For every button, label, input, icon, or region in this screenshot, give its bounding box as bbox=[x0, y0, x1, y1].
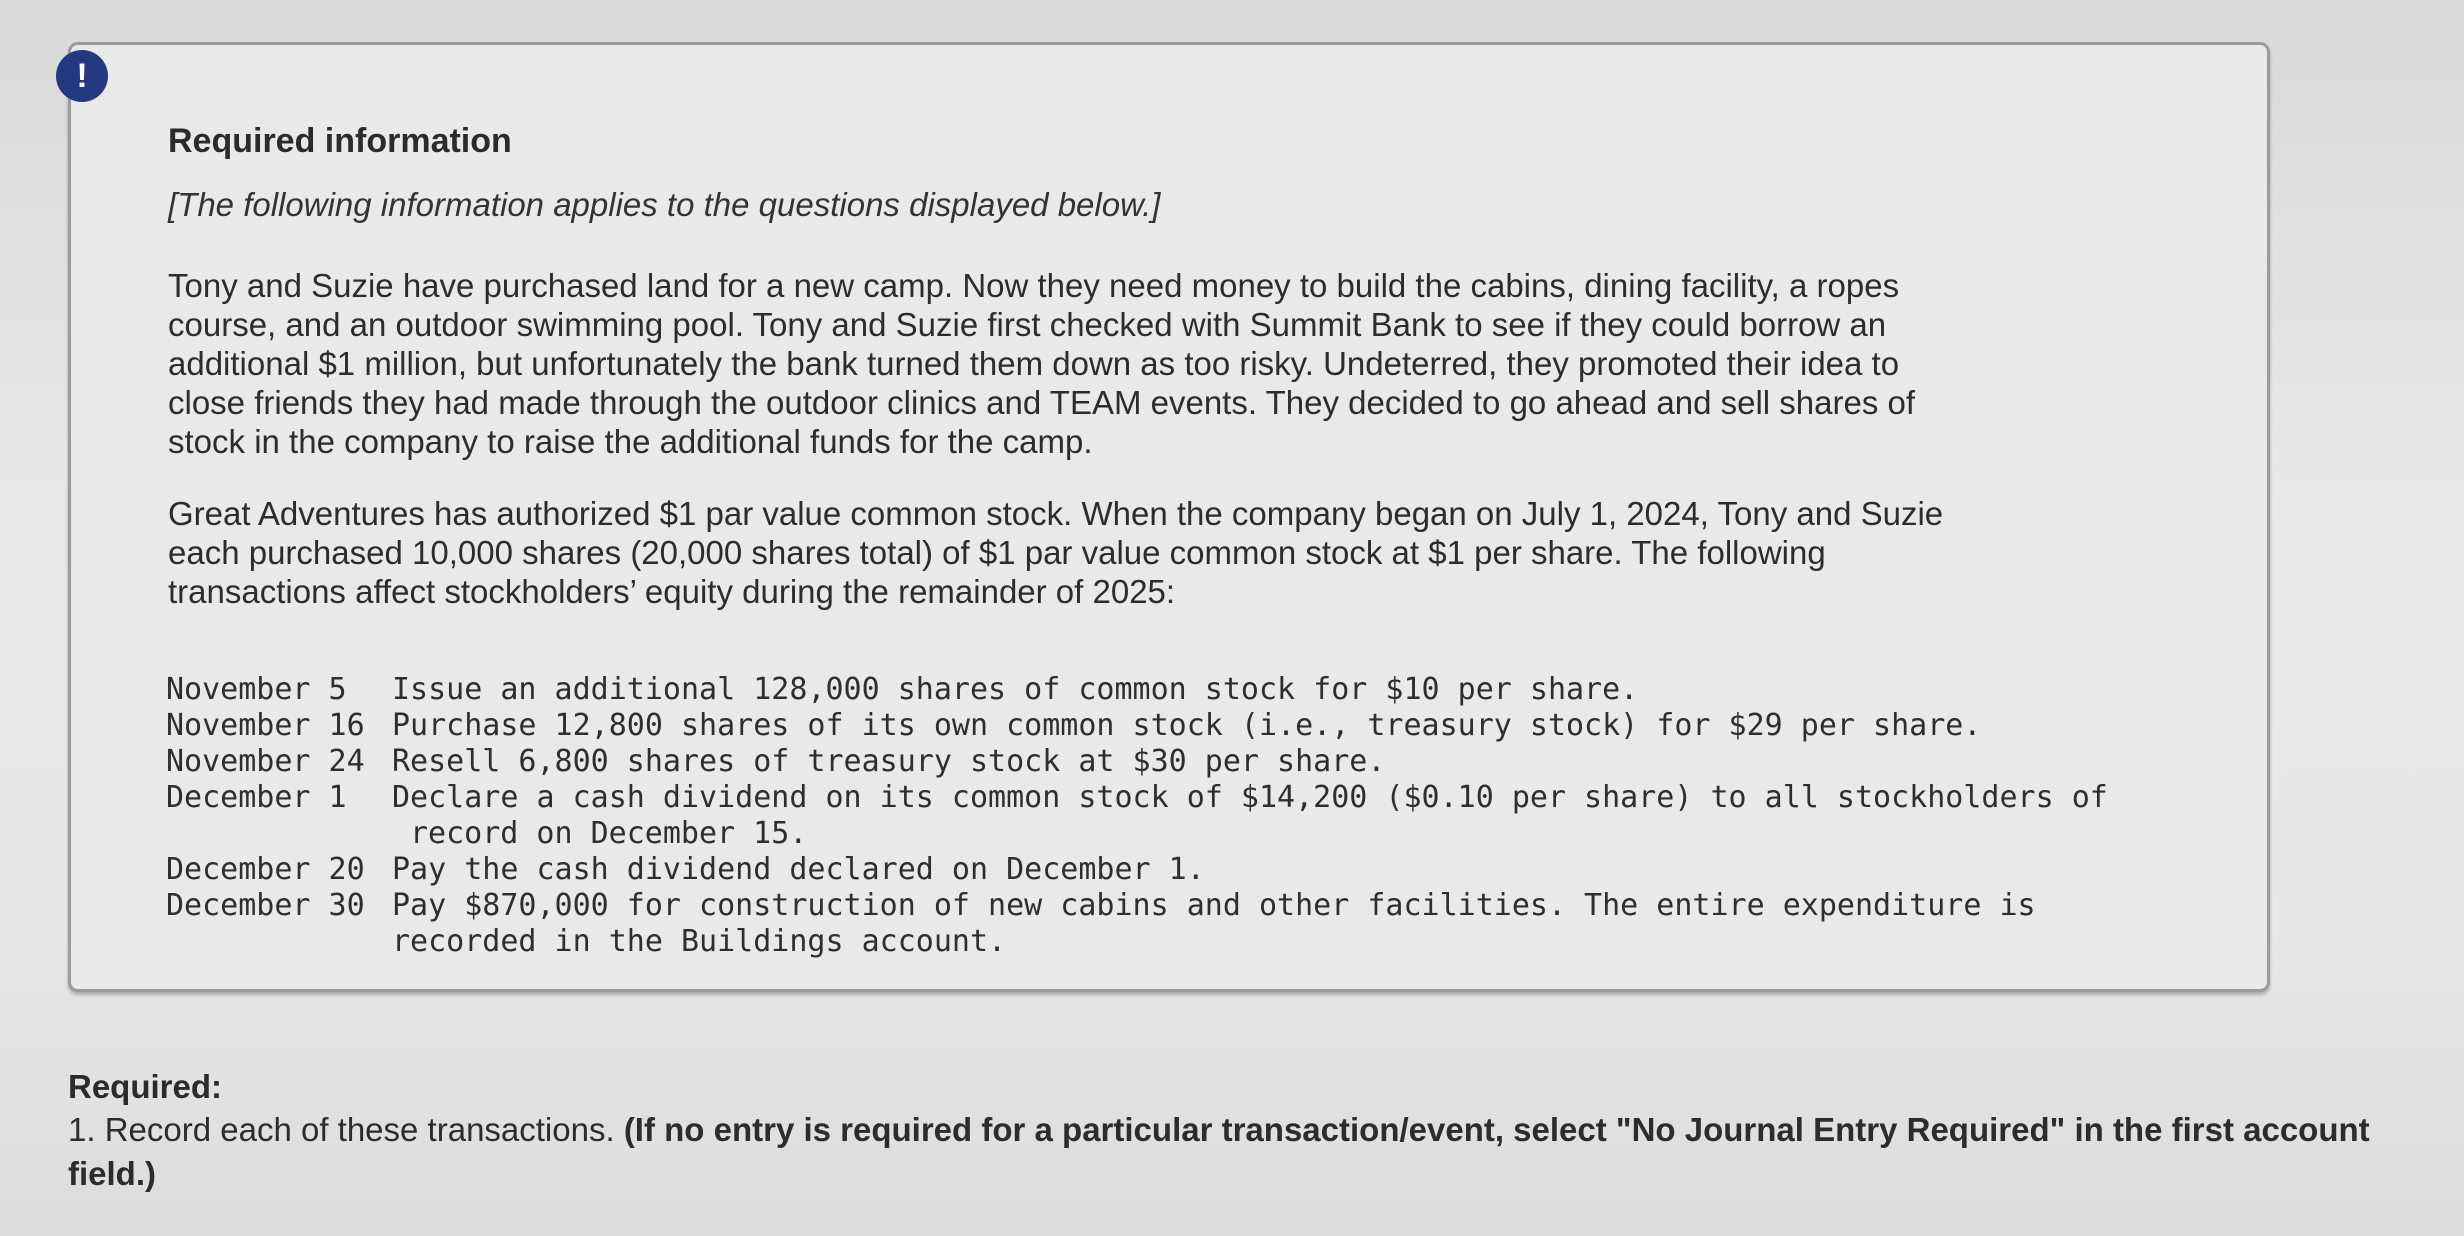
transaction-date: November 16 bbox=[166, 708, 365, 743]
transaction-description bbox=[392, 852, 1205, 888]
transaction-description bbox=[392, 744, 1385, 780]
transaction-row bbox=[166, 852, 2108, 888]
transaction-description bbox=[392, 672, 1638, 708]
paragraph-line: Great Adventures has authorized $1 par value common stock. When the company began on July 1, 2024, Tony and Suzie bbox=[168, 495, 1944, 532]
transaction-row bbox=[166, 888, 2108, 960]
instruction-text: 1. Record each of these transactions. bbox=[68, 1111, 624, 1148]
instruction-emphasis: (If no entry is required for a particular transaction/event, select "No Journal Entry Required" in the first account field.) bbox=[68, 1111, 2370, 1192]
paragraph-line: transactions affect stockholders’ equity during the remainder of 2025: bbox=[168, 573, 1176, 610]
transaction-row bbox=[166, 672, 2108, 708]
panel-note: [The following information applies to the questions displayed below.] bbox=[168, 186, 1161, 223]
paragraph-line: close friends they had made through the outdoor clinics and TEAM events. They decided to go ahead and sell shares of bbox=[168, 384, 1916, 421]
transaction-line: recorded in the Buildings account. bbox=[392, 924, 1007, 959]
transaction-date: December 30 bbox=[166, 888, 365, 923]
transaction-date: November 24 bbox=[166, 744, 365, 779]
required-instruction bbox=[68, 1108, 2398, 1196]
panel-title: Required information bbox=[168, 122, 512, 160]
paragraph-line: each purchased 10,000 shares (20,000 shares total) of $1 par value common stock at $1 per share. The following bbox=[168, 534, 1826, 571]
transaction-row bbox=[166, 708, 2108, 744]
transaction-line: Declare a cash dividend on its common stock of $14,200 ($0.10 per share) to all stockholders of bbox=[392, 780, 2108, 815]
required-label: Required: bbox=[68, 1068, 223, 1105]
transaction-row bbox=[166, 744, 2108, 780]
transaction-line: Purchase 12,800 shares of its own common stock (i.e., treasury stock) for $29 per share. bbox=[392, 708, 1982, 743]
exclamation-icon: ! bbox=[56, 50, 108, 102]
transactions-list bbox=[166, 672, 2108, 960]
transaction-description bbox=[392, 780, 2108, 852]
scenario-paragraph-1 bbox=[168, 266, 2168, 461]
paragraph-line: Tony and Suzie have purchased land for a new camp. Now they need money to build the cabins, dining facility, a ropes bbox=[168, 267, 1900, 304]
paragraph-line: course, and an outdoor swimming pool. Tony and Suzie first checked with Summit Bank to see if they could borrow an bbox=[168, 306, 1887, 343]
transaction-row bbox=[166, 780, 2108, 852]
transaction-date: December 20 bbox=[166, 852, 365, 887]
transaction-line: record on December 15. bbox=[410, 816, 808, 851]
transaction-date: December 1 bbox=[166, 780, 347, 815]
transaction-line: Resell 6,800 shares of treasury stock at $30 per share. bbox=[392, 744, 1386, 779]
scenario-paragraph-2 bbox=[168, 494, 2168, 611]
paragraph-line: stock in the company to raise the additional funds for the camp. bbox=[168, 423, 1093, 460]
transaction-description bbox=[392, 888, 2036, 960]
transaction-date: November 5 bbox=[166, 672, 347, 707]
transaction-line: Pay the cash dividend declared on December 1. bbox=[392, 852, 1205, 887]
transaction-line: Pay $870,000 for construction of new cabins and other facilities. The entire expenditure is bbox=[392, 888, 2036, 923]
transaction-description bbox=[392, 708, 1981, 744]
paragraph-line: additional $1 million, but unfortunately the bank turned them down as too risky. Undeterred, they promoted their idea to bbox=[168, 345, 1900, 382]
transaction-line: Issue an additional 128,000 shares of common stock for $10 per share. bbox=[392, 672, 1639, 707]
